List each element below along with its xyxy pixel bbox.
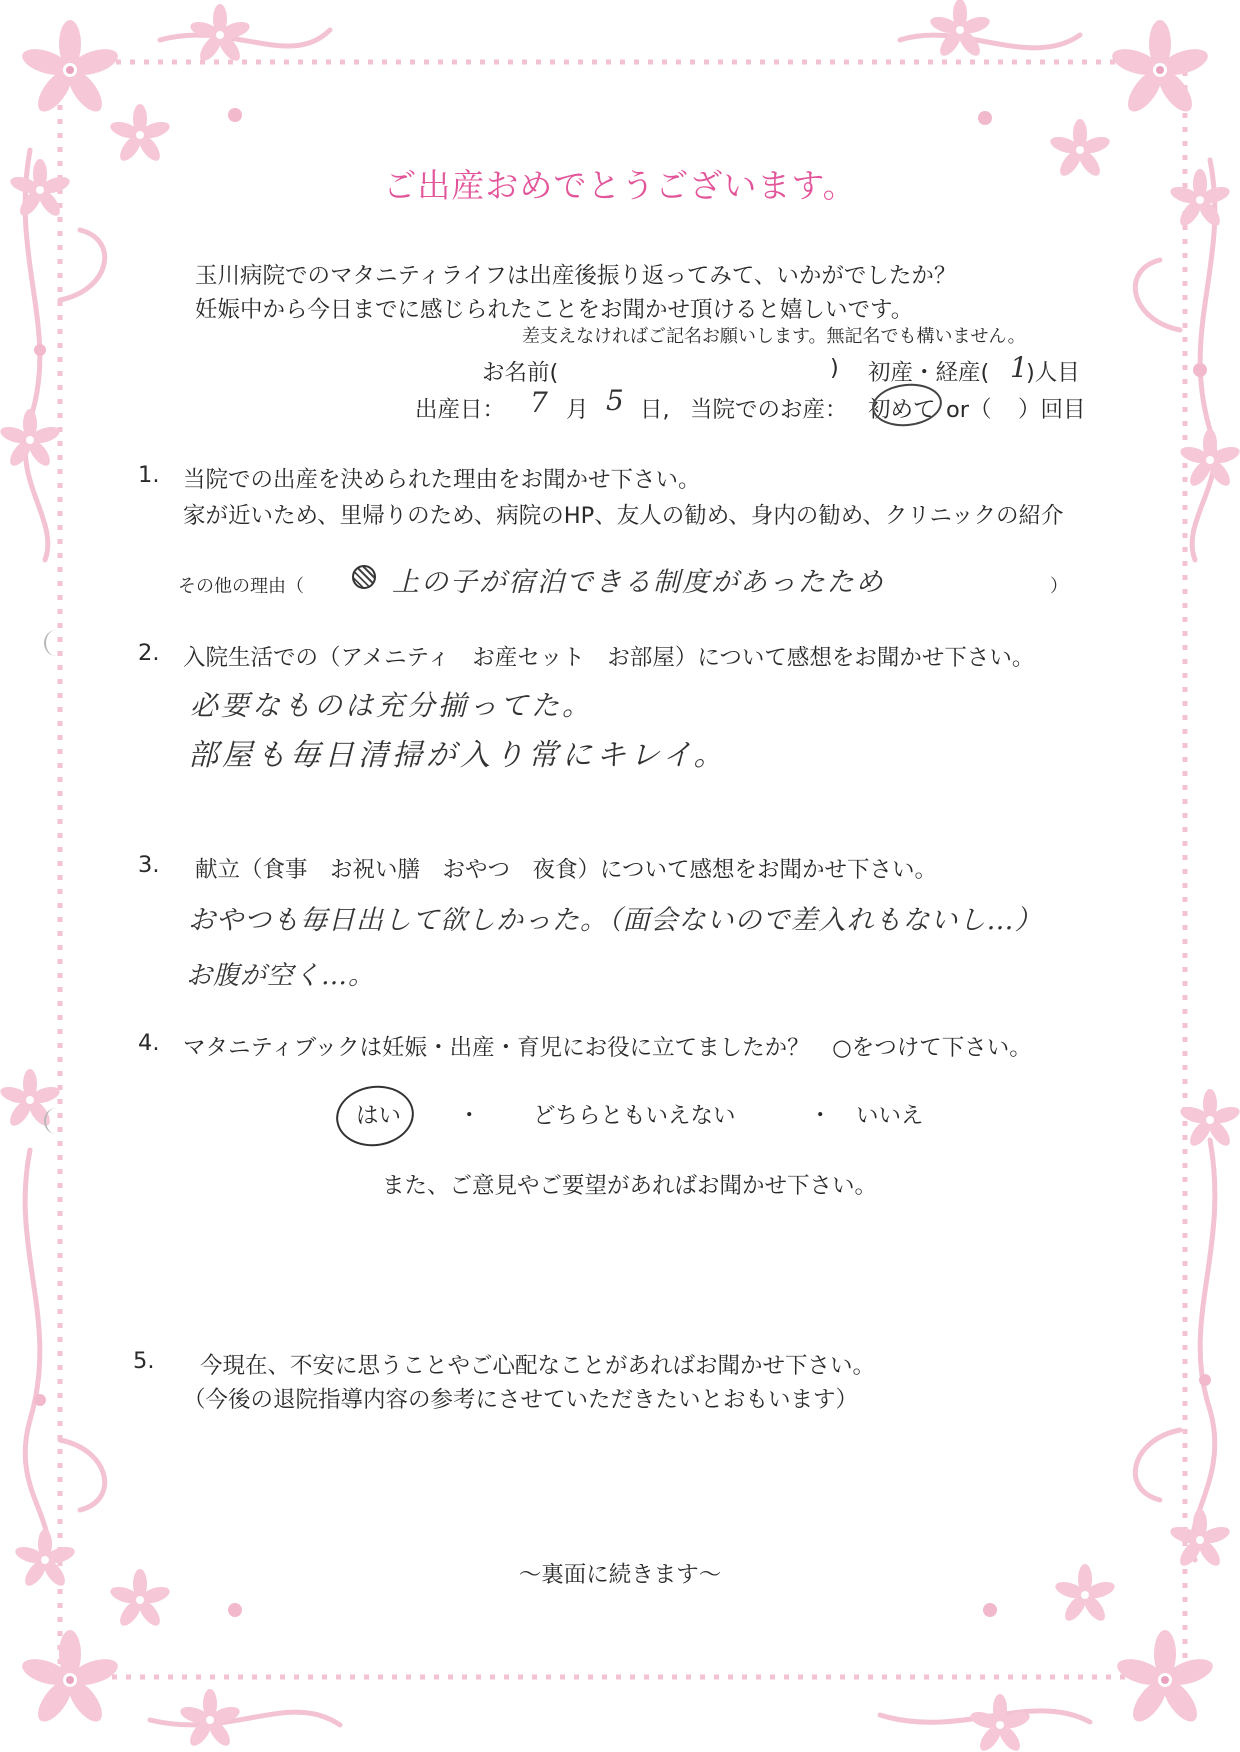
q3-number: 3.: [138, 852, 160, 878]
q5-question: 今現在、不安に思うことやご心配なことがあればお聞かせ下さい。: [200, 1353, 876, 1379]
intro-note: 差支えなければご記名お願いします。無記名でも構いません。: [522, 326, 1026, 347]
q4-separator-2: ・: [809, 1103, 832, 1129]
q4-number: 4.: [138, 1030, 160, 1056]
q5-note: （今後の退院指導内容の参考にさせていただきたいとおもいます）: [183, 1387, 859, 1413]
q1-question: 当院での出産を決められた理由をお聞かせ下さい。: [183, 467, 701, 493]
q2-answer-line-1: 必要なものは充分揃ってた。: [190, 689, 594, 722]
parity-suffix: )人目: [1026, 360, 1080, 386]
q4-question: マタニティブックは妊娠・出産・育児にお役に立てましたか？ ○をつけて下さい。: [183, 1035, 1032, 1061]
q3-question: 献立（食事 お祝い膳 おやつ 夜食）について感想をお聞かせ下さい。: [195, 857, 938, 883]
q4-separator-1: ・: [458, 1103, 481, 1129]
q5-number: 5.: [133, 1348, 155, 1374]
birth-count-close: ）回目: [1018, 397, 1086, 423]
birth-month-value: 7: [530, 386, 548, 419]
q1-options: 家が近いため、里帰りのため、病院のHP、友人の勧め、身内の勧め、クリニックの紹介: [183, 503, 1064, 529]
birth-date-label: 出産日：: [415, 397, 506, 423]
birth-month-label: 月: [566, 397, 589, 423]
q2-number: 2.: [138, 640, 160, 666]
or-label: or（: [946, 397, 992, 423]
q4-choice-neutral[interactable]: どちらともいえない: [533, 1103, 736, 1129]
name-field-open: お名前(: [482, 360, 559, 386]
punch-hole-mark: [44, 630, 68, 656]
birth-day-label: 日,: [640, 397, 670, 423]
q1-other-close: ）: [1050, 576, 1068, 597]
name-field-blank[interactable]: [575, 354, 825, 382]
q2-answer-line-2: 部屋も毎日清掃が入り常にキレイ。: [188, 738, 728, 773]
intro-line-2: 妊娠中から今日までに感じられたことをお聞かせ頂けると嬉しいです。: [195, 297, 914, 323]
q2-question: 入院生活での（アメニティ お産セット お部屋）について感想をお聞かせ下さい。: [183, 645, 1035, 671]
q1-number: 1.: [138, 462, 160, 488]
name-field-close: ): [830, 355, 839, 381]
hospital-birth-label: 当院でのお産：: [690, 397, 848, 423]
q1-other-answer: 上の子が宿泊できる制度があったため: [392, 567, 885, 598]
continued-footer: ～裏面に続きます～: [518, 1562, 722, 1588]
other-checkmark-circle: [352, 565, 376, 589]
q3-answer-line-1: おやつも毎日出して欲しかった。（面会ないので差入れもないし…）: [188, 905, 1043, 936]
q3-answer-line-2: お腹が空く…。: [186, 961, 376, 991]
parity-value: 1: [1010, 351, 1028, 384]
q4-followup: また、ご意見やご要望があればお聞かせ下さい。: [382, 1173, 878, 1199]
birth-day-value: 5: [606, 384, 624, 417]
intro-line-1: 玉川病院でのマタニティライフは出産後振り返ってみて、いかがでしたか？: [195, 263, 957, 289]
first-time-label: 初めて: [868, 397, 936, 423]
parity-label: 初産・経産(: [868, 360, 990, 386]
punch-hole-mark: [44, 1108, 68, 1134]
page-title: ご出産おめでとうございます。: [383, 166, 857, 205]
q1-other-label: その他の理由（: [178, 576, 304, 597]
q4-choice-no[interactable]: いいえ: [856, 1103, 924, 1129]
q4-choice-yes[interactable]: はい: [356, 1103, 402, 1129]
